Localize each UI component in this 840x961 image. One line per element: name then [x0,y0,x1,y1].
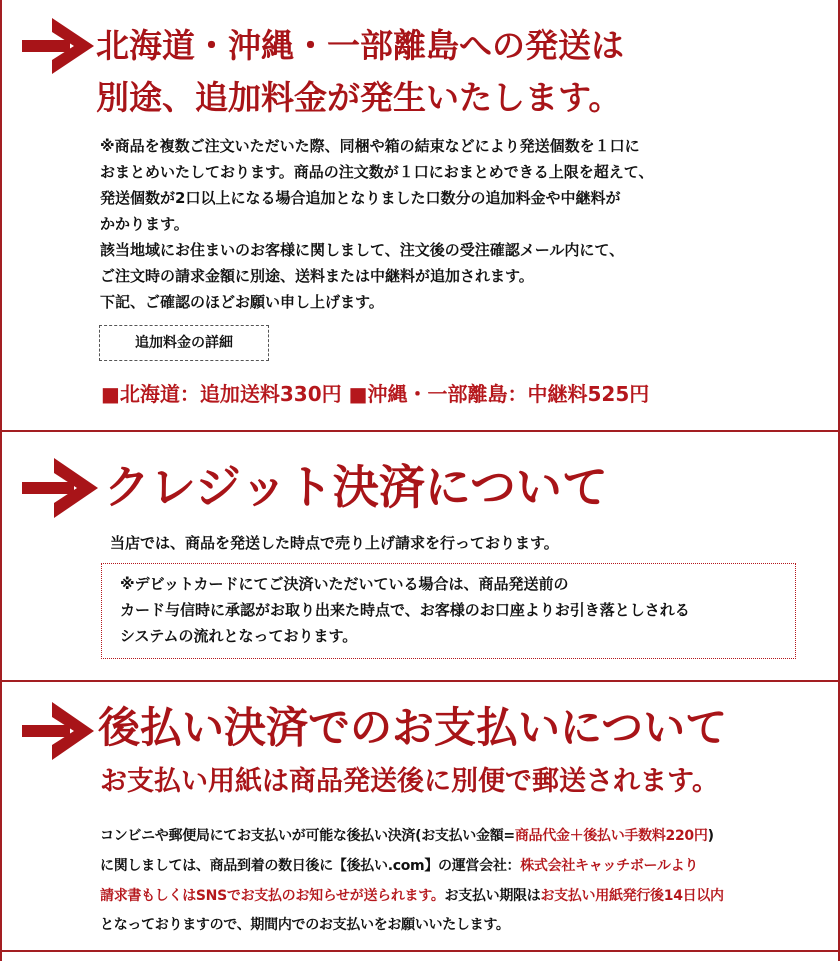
arrow-right-icon [22,700,94,762]
section-divider [0,950,840,952]
section2-intro: 当店では、商品を発送した時点で売り上げ請求を行っております。 [110,534,559,552]
deadline-highlight: お支払い用紙発行後14日以内 [540,888,724,904]
payment-line-2 [100,856,698,876]
additional-fee-details-box: 追加料金の詳細 [99,325,269,361]
debit-note-line: システムの流れとなっております。 [120,627,358,645]
section1-body-line: 該当地域にお住まいのお客様に関しまして、注文後の受注確認メール内にて、 [100,241,625,259]
company-name-highlight: 株式会社キャッチボールより [520,858,699,874]
invoice-notice-highlight: 請求書もしくはSNSでお支払のお知らせが送られます。 [100,888,445,904]
section1-body-line: ※商品を複数ご注文いただいた際、同梱や箱の結束などにより発送個数を１口に [100,137,640,155]
arrow-right-icon [22,16,94,76]
section3-title: 後払い決済でのお支払いについて [98,703,728,752]
section2-title: クレジット決済について [104,460,608,514]
arrow-right-icon [22,456,98,520]
section1-title-line2: 別途、追加料金が発生いたします。 [96,78,622,117]
payment-text: コンビニや郵便局にてお支払いが可能な後払い決済(お支払い金額= [100,828,515,844]
payment-line-1 [100,826,714,846]
additional-fee-line: ■北海道：追加送料330円 ■沖縄・一部離島：中継料525円 [101,382,650,406]
payment-line-4: となっておりますので、期間内でのお支払いをお願いいたします。 [100,917,510,933]
payment-line-3 [100,886,724,906]
section1-title-line1: 北海道・沖縄・一部離島への発送は [96,26,624,65]
debit-note-line: ※デビットカードにてご決済いただいている場合は、商品発送前の [120,575,569,593]
payment-text: お支払い期限は [444,888,541,904]
section1-body-line: ご注文時の請求金額に別途、送料または中継料が追加されます。 [100,267,534,285]
payment-text: に関しましては、商品到着の数日後に【後払い.com】の運営会社： [100,858,521,874]
section-divider [0,680,840,682]
section1-body-line: かかります。 [100,215,189,233]
debit-note-line: カード与信時に承認がお取り出来た時点で、お客様のお口座よりお引き落としされる [120,601,690,619]
payment-text: ) [707,828,714,844]
payment-amount-highlight: 商品代金＋後払い手数料220円 [514,828,708,844]
section-divider [0,430,840,432]
section1-body-line: おまとめいたしております。商品の注文数が１口におまとめできる上限を超えて、 [100,163,654,181]
section1-body-line: 下記、ご確認のほどお願い申し上げます。 [100,293,384,311]
section3-subtitle: お支払い用紙は商品発送後に別便で郵送されます。 [100,766,719,797]
section1-body-line: 発送個数が2口以上になる場合追加となりました口数分の追加料金や中継料が [100,189,621,207]
